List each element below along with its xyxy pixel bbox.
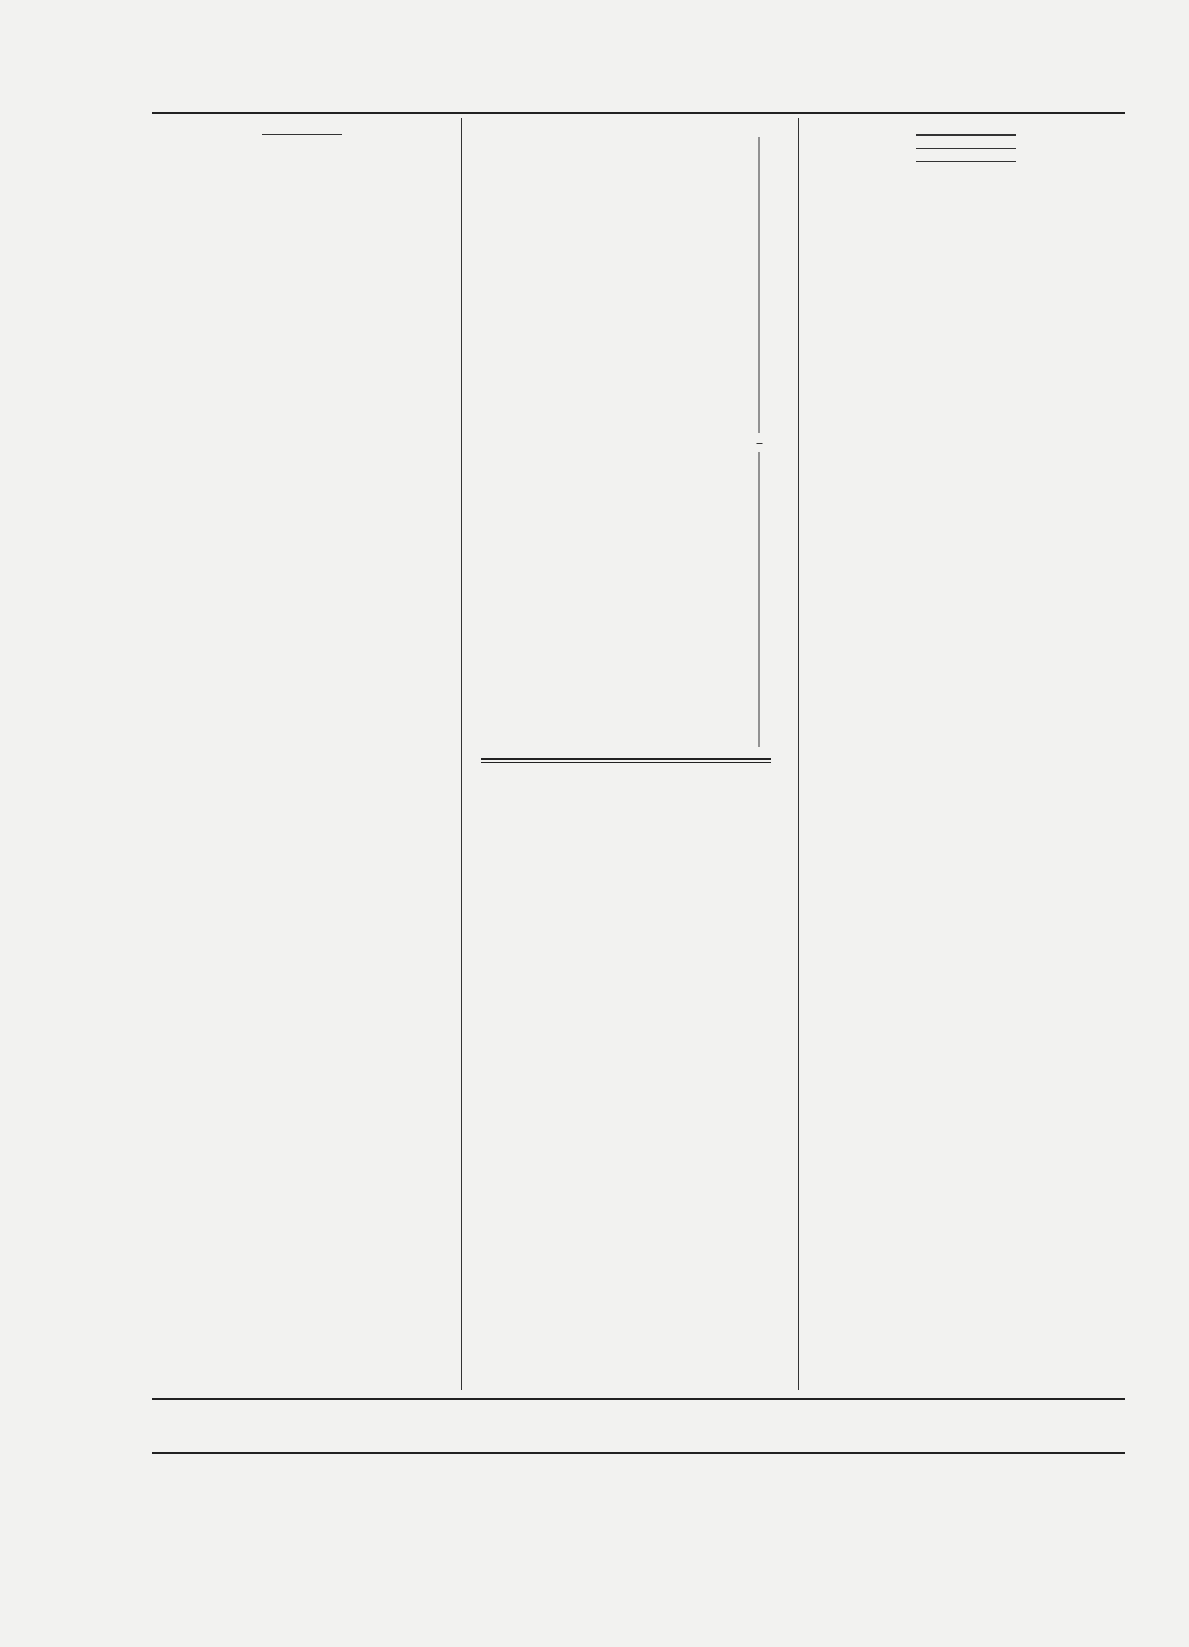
column-advertisements xyxy=(807,126,1125,170)
notice-rule-bottom xyxy=(152,1452,1125,1454)
ad-separator xyxy=(916,148,1016,149)
balance-sheet-rotated xyxy=(481,132,771,752)
ad-separator xyxy=(916,134,1016,136)
column-divider-left xyxy=(461,118,462,1390)
top-rule xyxy=(152,112,1125,114)
balance-assets xyxy=(757,137,763,433)
balance-assets-total xyxy=(757,137,760,433)
ads-rule-bottom xyxy=(481,762,771,763)
column-divider-right xyxy=(798,118,799,1390)
balance-liabilities-total xyxy=(757,452,760,748)
ad-separator xyxy=(916,161,1016,162)
balance-sheet xyxy=(484,137,769,747)
column-voter-list xyxy=(153,126,451,143)
ads-rule-top xyxy=(481,758,771,760)
balance-liabilities xyxy=(757,443,763,748)
section-rule xyxy=(262,134,342,135)
column-registry-balance xyxy=(481,126,771,769)
notice-rule-top xyxy=(152,1398,1125,1400)
